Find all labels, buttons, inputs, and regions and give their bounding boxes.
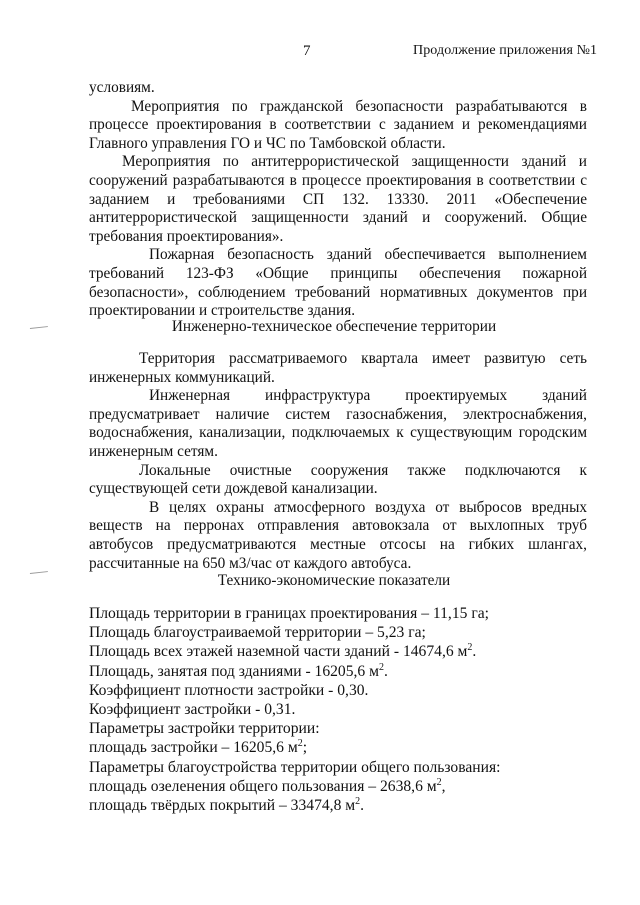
intro-block: [89, 79, 587, 321]
indicator-item: площадь застройки – 16205,6 $м^2$;: [89, 738, 308, 757]
paragraph-continuation: условиям.: [89, 79, 155, 96]
indicator-item: Площадь благоустраиваемой территории – 5,23 га;: [89, 624, 426, 642]
indicator-item: Площадь территории в границах проектирования – 11,15 га;: [89, 605, 489, 622]
paragraph-infrastructure: Инженерная инфраструктура проектируемых зданий предусматривает наличие систем газоснабжения, электроснабжения, водоснабжения, канализации, подключаемых к существующим городским инженерным сетям.: [89, 387, 587, 460]
indicator-item: Коэффициент застройки - 0,31.: [89, 701, 296, 719]
indicator-item: Коэффициент плотности застройки - 0,30.: [89, 681, 369, 699]
indicator-item: площадь озеленения общего пользования – 2638,6 $м^2$,: [89, 776, 446, 795]
paragraph-treatment: Локальные очистные сооружения также подключаются к существующей сети дождевой канализации.: [89, 461, 587, 498]
indicator-item: площадь твёрдых покрытий – 33474,8 $м^2$.: [89, 796, 365, 815]
paragraph-civil-defense: Мероприятия по гражданской безопасности разрабатываются в процессе проектирования в соответствии с заданием и рекомендациями Главного управления ГО и ЧС по Тамбовской области.: [89, 97, 587, 152]
indicator-item: Площадь всех этажей наземной части зданий - 14674,6 $м^2$.: [89, 642, 477, 661]
paragraph-air-protection: В целях охраны атмосферного воздуха от выбросов вредных веществ на перронах отправления автовокзала от выхлопных труб автобусов предусматриваются местные отсосы на гибких шлангах, рассчитанные на 650 м3/час от каждого автобуса.: [89, 498, 587, 572]
paragraph-territory: Территория рассматриваемого квартала имеет развитую сеть инженерных коммуникаций.: [89, 350, 587, 386]
engineering-heading: Инженерно-техническое обеспечение территории: [171, 318, 497, 335]
indicator-item: Параметры благоустройства территории общего пользования:: [89, 758, 501, 776]
indicator-item: Площадь, занятая под зданиями - 16205,6 $м^2$.: [89, 661, 388, 680]
paragraph-fire-safety: Пожарная безопасность зданий обеспечивается выполнением требований 123-ФЗ «Общие принципы обеспечения пожарной безопасности», соблюдением требований нормативных документов при проектировании и строительстве здания.: [89, 246, 587, 320]
page-number: 7: [303, 43, 311, 59]
indicators-heading: Технико-экономические показатели: [217, 572, 451, 589]
indicator-item: Параметры застройки территории:: [89, 720, 320, 738]
paragraph-antiterror: Мероприятия по антитеррористической защищенности зданий и сооружений разрабатываются в процессе проектирования в соответствии с заданием и требованиями СП 132. 13330. 2011 «Обеспечение антитеррористической защищенности зданий и сооружений. Общие требования проектирования».: [89, 153, 587, 245]
appendix-note: Продолжение приложения №1: [413, 43, 598, 58]
indicators-list: [89, 604, 589, 815]
engineering-block: [89, 350, 587, 573]
